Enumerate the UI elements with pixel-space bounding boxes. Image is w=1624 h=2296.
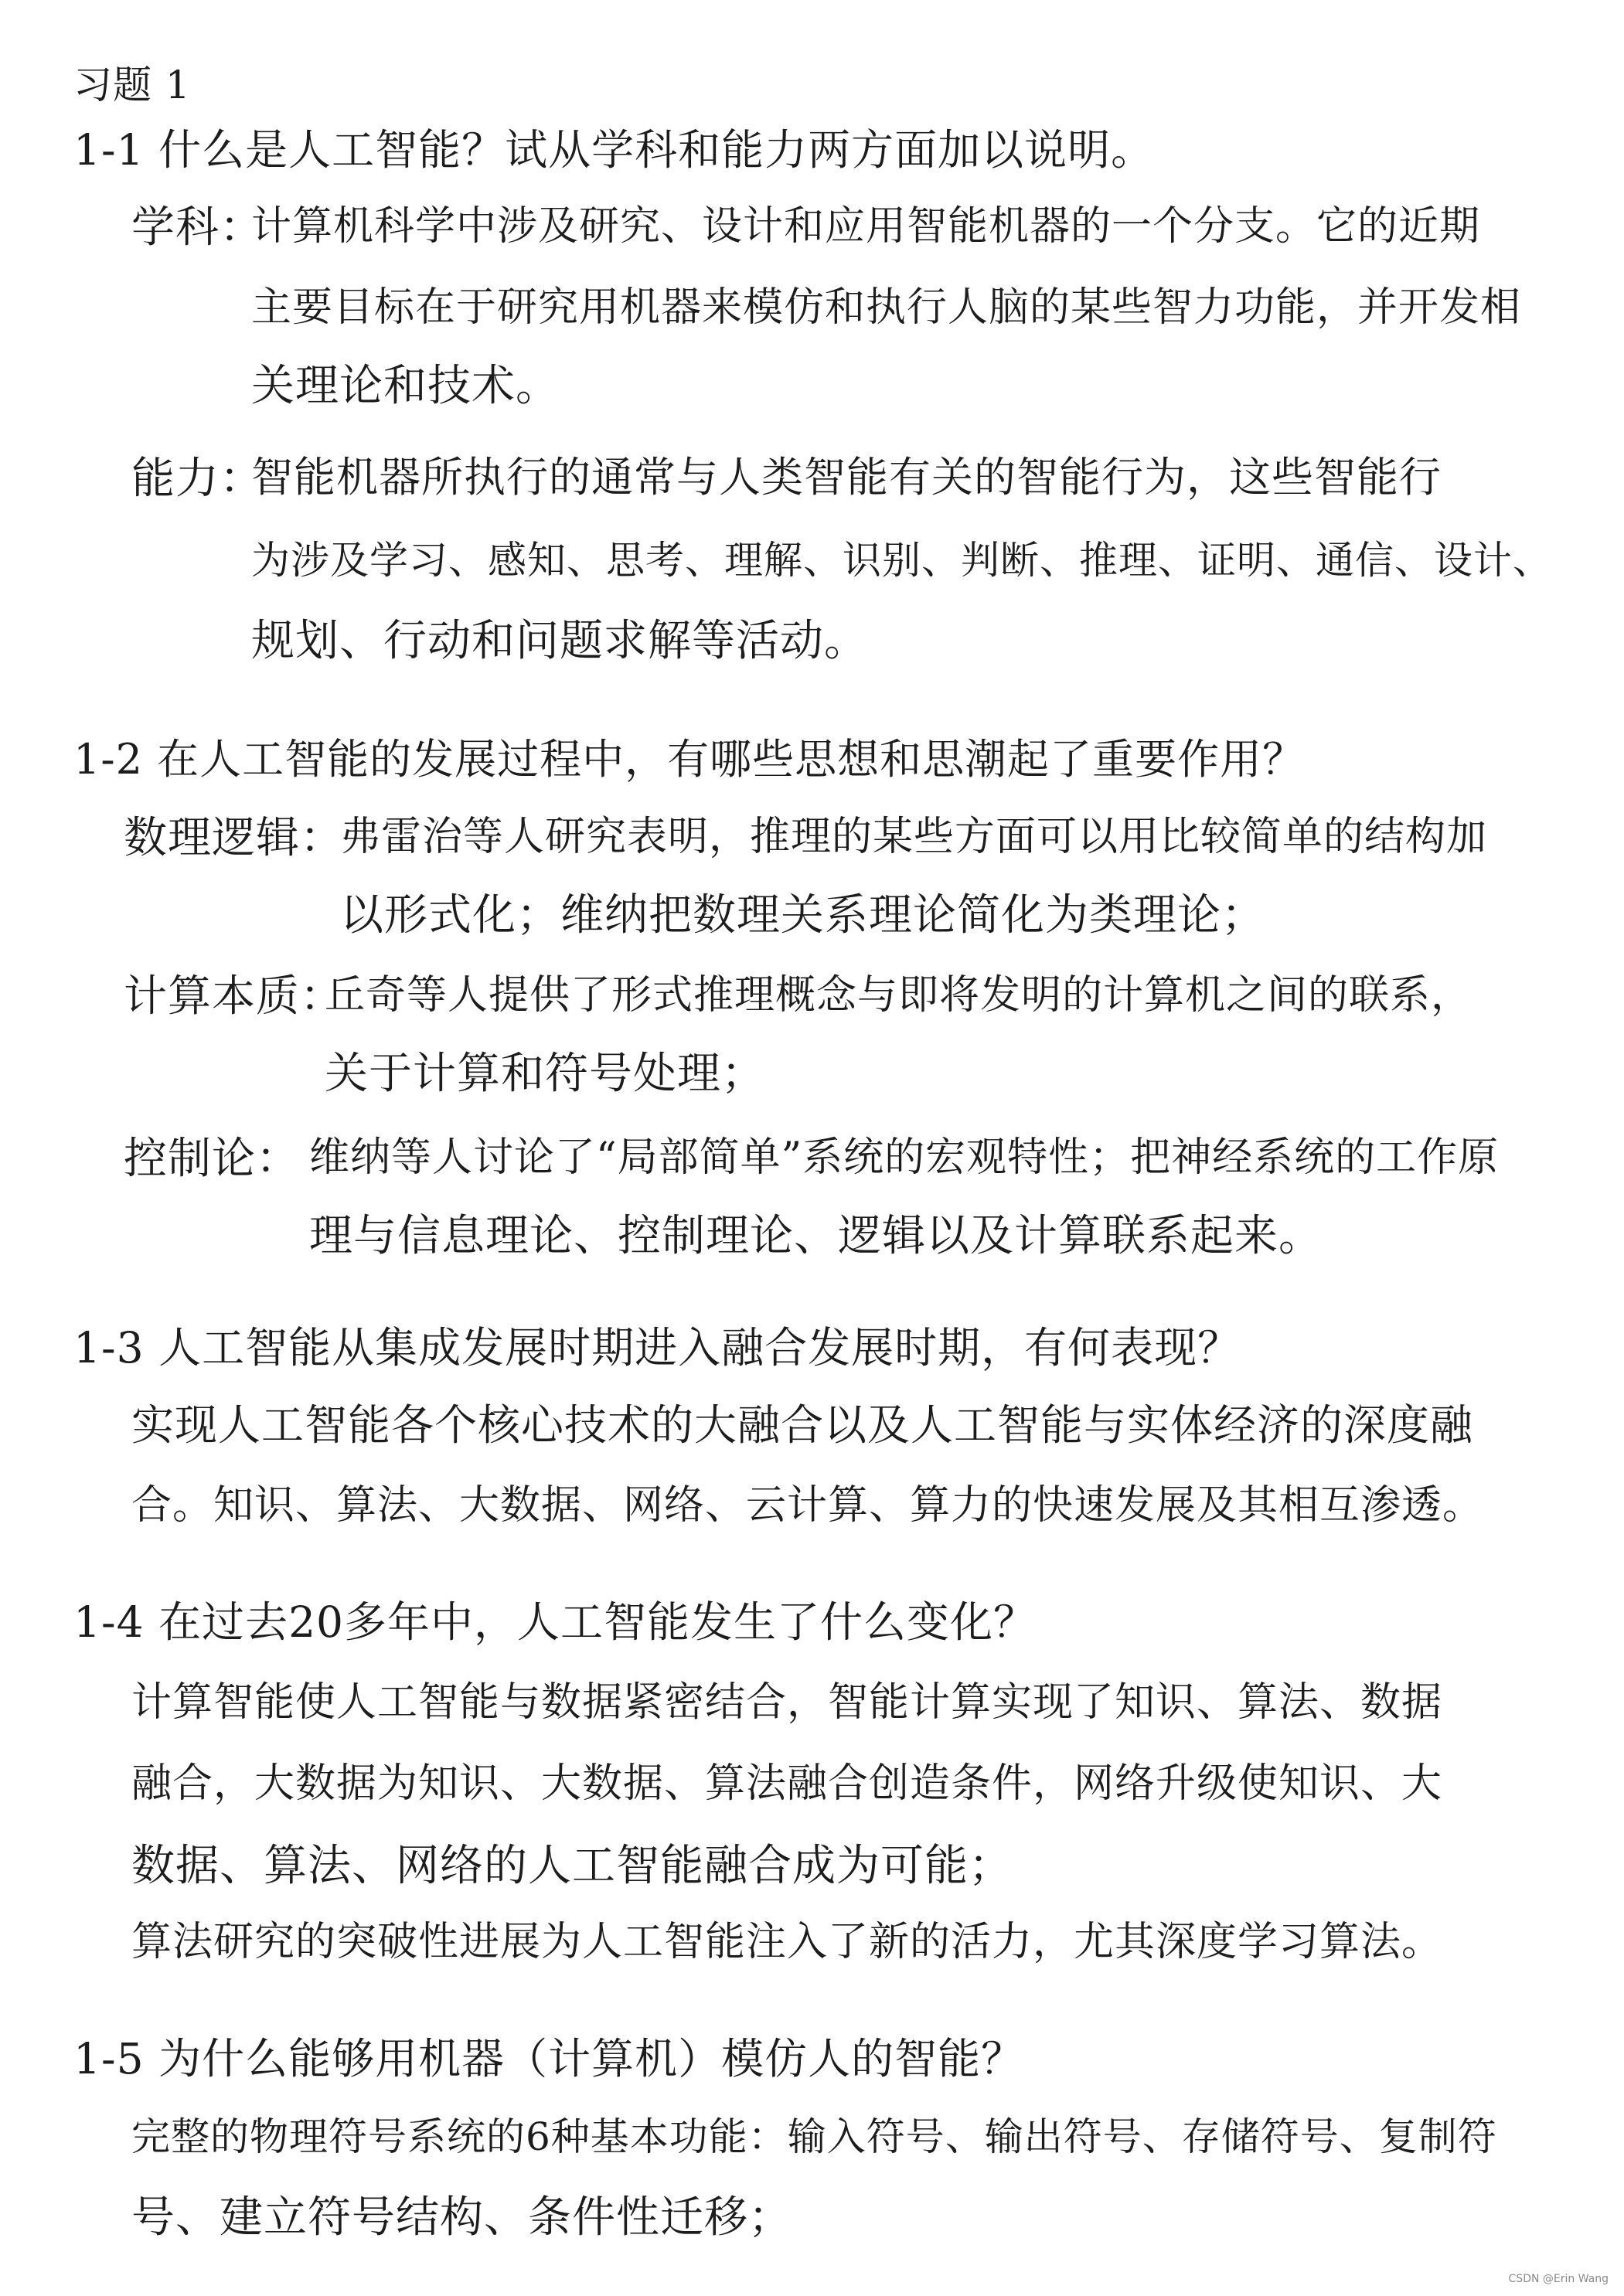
question-number: 1-2 xyxy=(73,735,143,784)
answer-label: 控制论： xyxy=(124,1134,300,1184)
question-1-2 xyxy=(73,726,1305,786)
answer-line: 完整的物理符号系统的6种基本功能：输入符号、输出符号、存储符号、复制符 xyxy=(131,2114,1497,2159)
answer-label: 计算本质： xyxy=(124,971,344,1022)
answer-line: 融合，大数据为知识、大数据、算法融合创造条件，网络升级使知识、大 xyxy=(131,1760,1443,1807)
answer-line: 实现人工智能各个核心技术的大融合以及人工智能与实体经济的深度融 xyxy=(131,1400,1474,1450)
answer-line: 号、建立符号结构、条件性迁移； xyxy=(131,2192,792,2243)
answer-line: 合。知识、算法、大数据、网络、云计算、算力的快速发展及其相互渗透。 xyxy=(131,1482,1484,1529)
question-title: 什么是人工智能？试从学科和能力两方面加以说明。 xyxy=(158,125,1155,175)
answer-line: 智能机器所执行的通常与人类智能有关的智能行为，这些智能行 xyxy=(251,453,1442,502)
answer-line: 维纳等人讨论了“局部简单”系统的宏观特性；把神经系统的工作原 xyxy=(309,1134,1500,1181)
answer-line: 弗雷治等人研究表明，推理的某些方面可以用比较简单的结构加 xyxy=(340,814,1488,860)
question-1-5 xyxy=(73,2025,1024,2086)
answer-line: 主要目标在于研究用机器来模仿和执行人脑的某些智力功能，并开发相 xyxy=(251,284,1522,331)
answer-line: 丘奇等人提供了形式推理概念与即将发明的计算机之间的联系， xyxy=(325,972,1472,1019)
question-1-3 xyxy=(73,1314,1241,1375)
answer-label: 数理逻辑： xyxy=(124,813,344,863)
answer-line: 算法研究的突破性进展为人工智能注入了新的活力，尤其深度学习算法。 xyxy=(131,1919,1443,1965)
question-1-4 xyxy=(73,1588,1037,1649)
exercise-header: 习题 1 xyxy=(73,63,191,107)
question-title: 在过去20多年中，人工智能发生了什么变化？ xyxy=(158,1597,1037,1647)
answer-line: 理与信息理论、控制理论、逻辑以及计算联系起来。 xyxy=(309,1211,1323,1261)
answer-line: 为涉及学习、感知、思考、理解、识别、判断、推理、证明、通信、设计、 xyxy=(251,538,1552,583)
answer-line: 数据、算法、网络的人工智能融合成为可能； xyxy=(131,1841,1013,1891)
question-number: 1-4 xyxy=(73,1597,145,1647)
answer-line: 规划、行动和问题求解等活动。 xyxy=(251,616,868,666)
answer-line: 关于计算和符号处理； xyxy=(325,1049,765,1099)
question-1-1 xyxy=(73,116,1154,177)
question-number: 1-3 xyxy=(73,1323,145,1372)
answer-line: 关理论和技术。 xyxy=(251,361,560,411)
question-title: 人工智能从集成发展时期进入融合发展时期，有何表现？ xyxy=(158,1323,1241,1372)
question-title: 为什么能够用机器（计算机）模仿人的智能？ xyxy=(158,2034,1025,2083)
answer-line: 以形式化；维纳把数理关系理论简化为类理论； xyxy=(340,890,1265,941)
answer-label: 学科： xyxy=(131,202,264,253)
question-number: 1-1 xyxy=(73,125,145,175)
question-title: 在人工智能的发展过程中，有哪些思想和思潮起了重要作用？ xyxy=(157,735,1306,784)
question-number: 1-5 xyxy=(73,2034,145,2083)
answer-label: 能力： xyxy=(131,454,264,504)
watermark: CSDN @Erin Wang xyxy=(1508,2273,1609,2285)
answer-line: 计算机科学中涉及研究、设计和应用智能机器的一个分支。它的近期 xyxy=(251,203,1481,250)
answer-line: 计算智能使人工智能与数据紧密结合，智能计算实现了知识、算法、数据 xyxy=(131,1679,1443,1726)
